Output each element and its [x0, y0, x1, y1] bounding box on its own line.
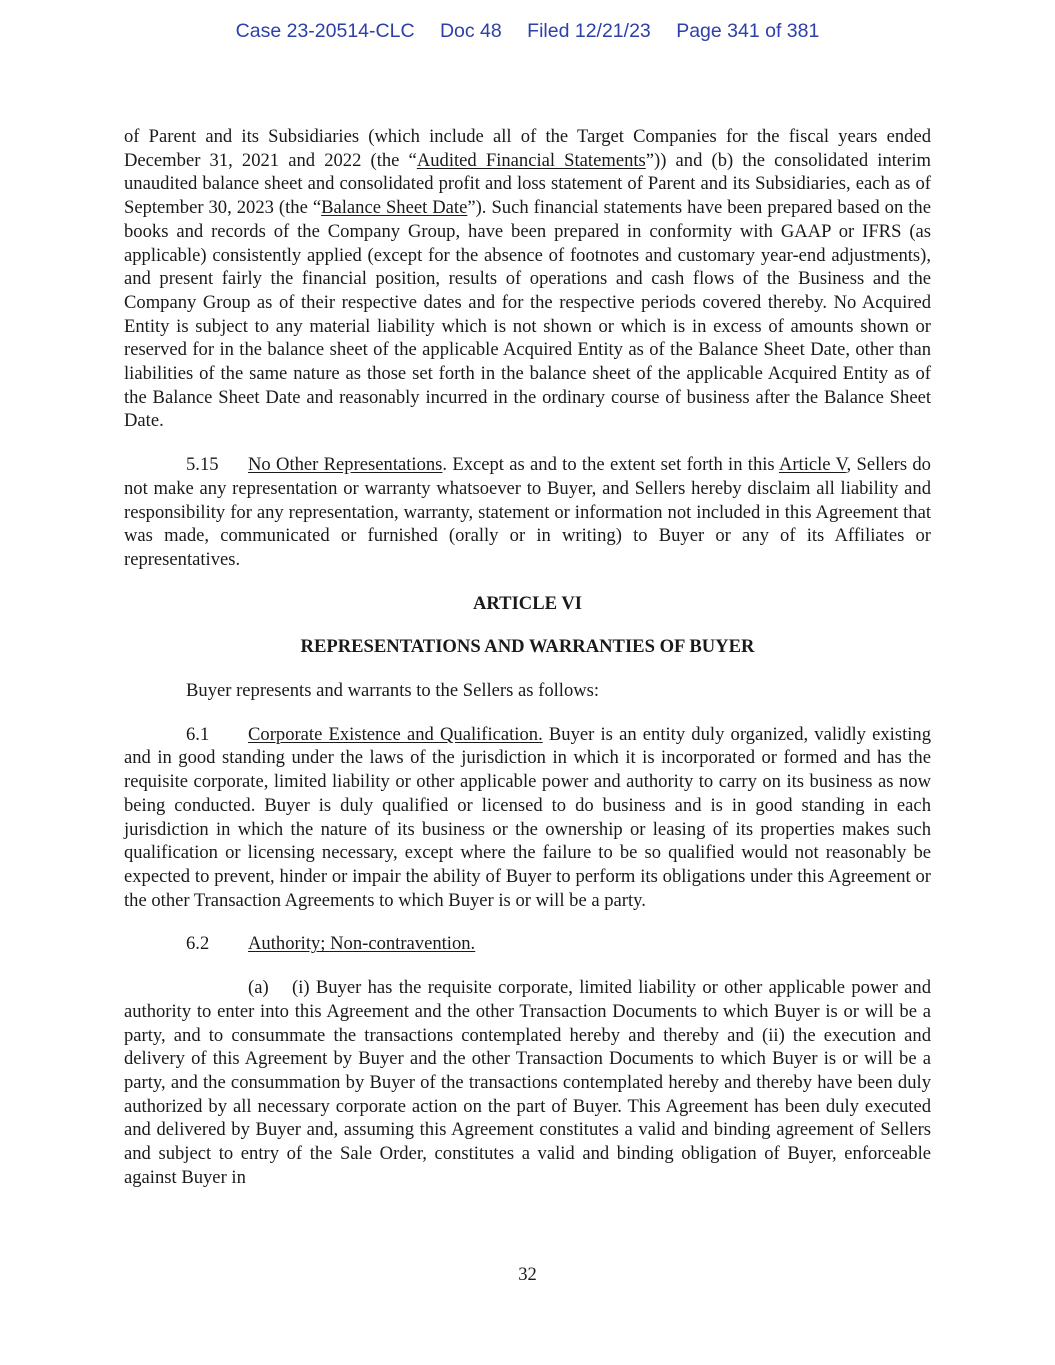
- article-subheading: REPRESENTATIONS AND WARRANTIES OF BUYER: [300, 636, 755, 658]
- page-count: Page 341 of 381: [676, 20, 820, 42]
- document-body: [124, 125, 931, 1189]
- filed-date: Filed 12/21/23: [527, 20, 651, 42]
- section-number: 6.1: [186, 723, 210, 745]
- section-5-15: 5.15 No Other Representations. Except as and to the extent set forth in this Article V, Sellers do not make any representation or warranty whatsoever to Buyer, and Sellers hereby disclaim all liability and responsibility for any representation, warranty, statement or information not included in this Agreement that was made, communicated or furnished (orally or in writing) to Buyer or any of its Affiliates or representatives.: [124, 454, 931, 570]
- article-heading: ARTICLE VI: [472, 592, 583, 614]
- article-intro: Buyer represents and warrants to the Sellers as follows:: [186, 680, 600, 702]
- doc-number: Doc 48: [439, 20, 502, 42]
- section-title: Corporate Existence and Qualification.: [248, 723, 543, 745]
- section-number: 5.15: [186, 454, 219, 476]
- section-6-2: [124, 932, 931, 956]
- defined-term-balance-sheet-date: Balance Sheet Date: [321, 197, 468, 219]
- article-reference: Article V: [778, 454, 847, 476]
- section-title: No Other Representations: [248, 454, 443, 476]
- section-6-1: 6.1 Corporate Existence and Qualification. Buyer is an entity duly organized, validly existing and in good standing under the laws of the jurisdiction in which it is incorporated or formed and has the requisite corporate, limited liability or other applicable power and authority to carry on its business as now being conducted. Buyer is duly qualified or licensed to do business and is in good standing in each jurisdiction in which the nature of its business or the ownership or leasing of its properties makes such qualification or licensing necessary, except where the failure to be so qualified would not reasonably be expected to prevent, hinder or impair the ability of Buyer to perform its obligations under this Agreement or the other Transaction Agreements to which Buyer is or will be a party.: [124, 723, 931, 911]
- defined-term-audited-financial-statements: Audited Financial Statements: [416, 149, 646, 171]
- filing-header: [0, 20, 1055, 43]
- paragraph-financial-statements: of Parent and its Subsidiaries (which include all of the Target Companies for the fiscal years ended December 31, 2021 and 2022 (the “Audited Financial Statements”)) and (b) the consolidated interim unaudited balance sheet and consolidated profit and loss statement of Parent and its Subsidiaries, each as of September 30, 2023 (the “Balance Sheet Date”). Such financial statements have been prepared based on the books and records of the Company Group, have been prepared in conformity with GAAP or IFRS (as applicable) consistently applied (except for the absence of footnotes and customary year-end adjustments), and present fairly the financial position, results of operations and cash flows of the Business and the Company Group as of their respective dates and for the respective periods covered thereby. No Acquired Entity is subject to any material liability which is not shown or which is in excess of amounts shown or reserved for in the balance sheet of the applicable Acquired Entity as of the Balance Sheet Date, other than liabilities of the same nature as those set forth in the balance sheet of the applicable Acquired Entity as of the Balance Sheet Date and reasonably incurred in the ordinary course of business after the Balance Sheet Date.: [124, 126, 931, 432]
- section-number: 6.2: [186, 933, 210, 955]
- section-title: Authority; Non-contravention.: [248, 933, 476, 955]
- page-number: 32: [518, 1264, 537, 1285]
- case-number: Case 23-20514-CLC: [235, 20, 415, 42]
- section-6-2-a: (a) (i) Buyer has the requisite corporate, limited liability or other applicable power and authority to enter into this Agreement and the other Transaction Documents to which Buyer is or will be a party, and to consummate the transactions contemplated hereby and thereby and (ii) the execution and delivery of this Agreement by Buyer and the other Transaction Documents to which Buyer is or will be a party, and the consummation by Buyer of the transactions contemplated hereby and thereby have been duly authorized by all necessary corporate action on the part of Buyer. This Agreement has been duly executed and delivered by Buyer and, assuming this Agreement constitutes a valid and binding agreement of Sellers and subject to entry of the Sale Order, constitutes a valid and binding obligation of Buyer, enforceable against Buyer in: [124, 977, 931, 1188]
- subsection-number: (a): [248, 977, 269, 999]
